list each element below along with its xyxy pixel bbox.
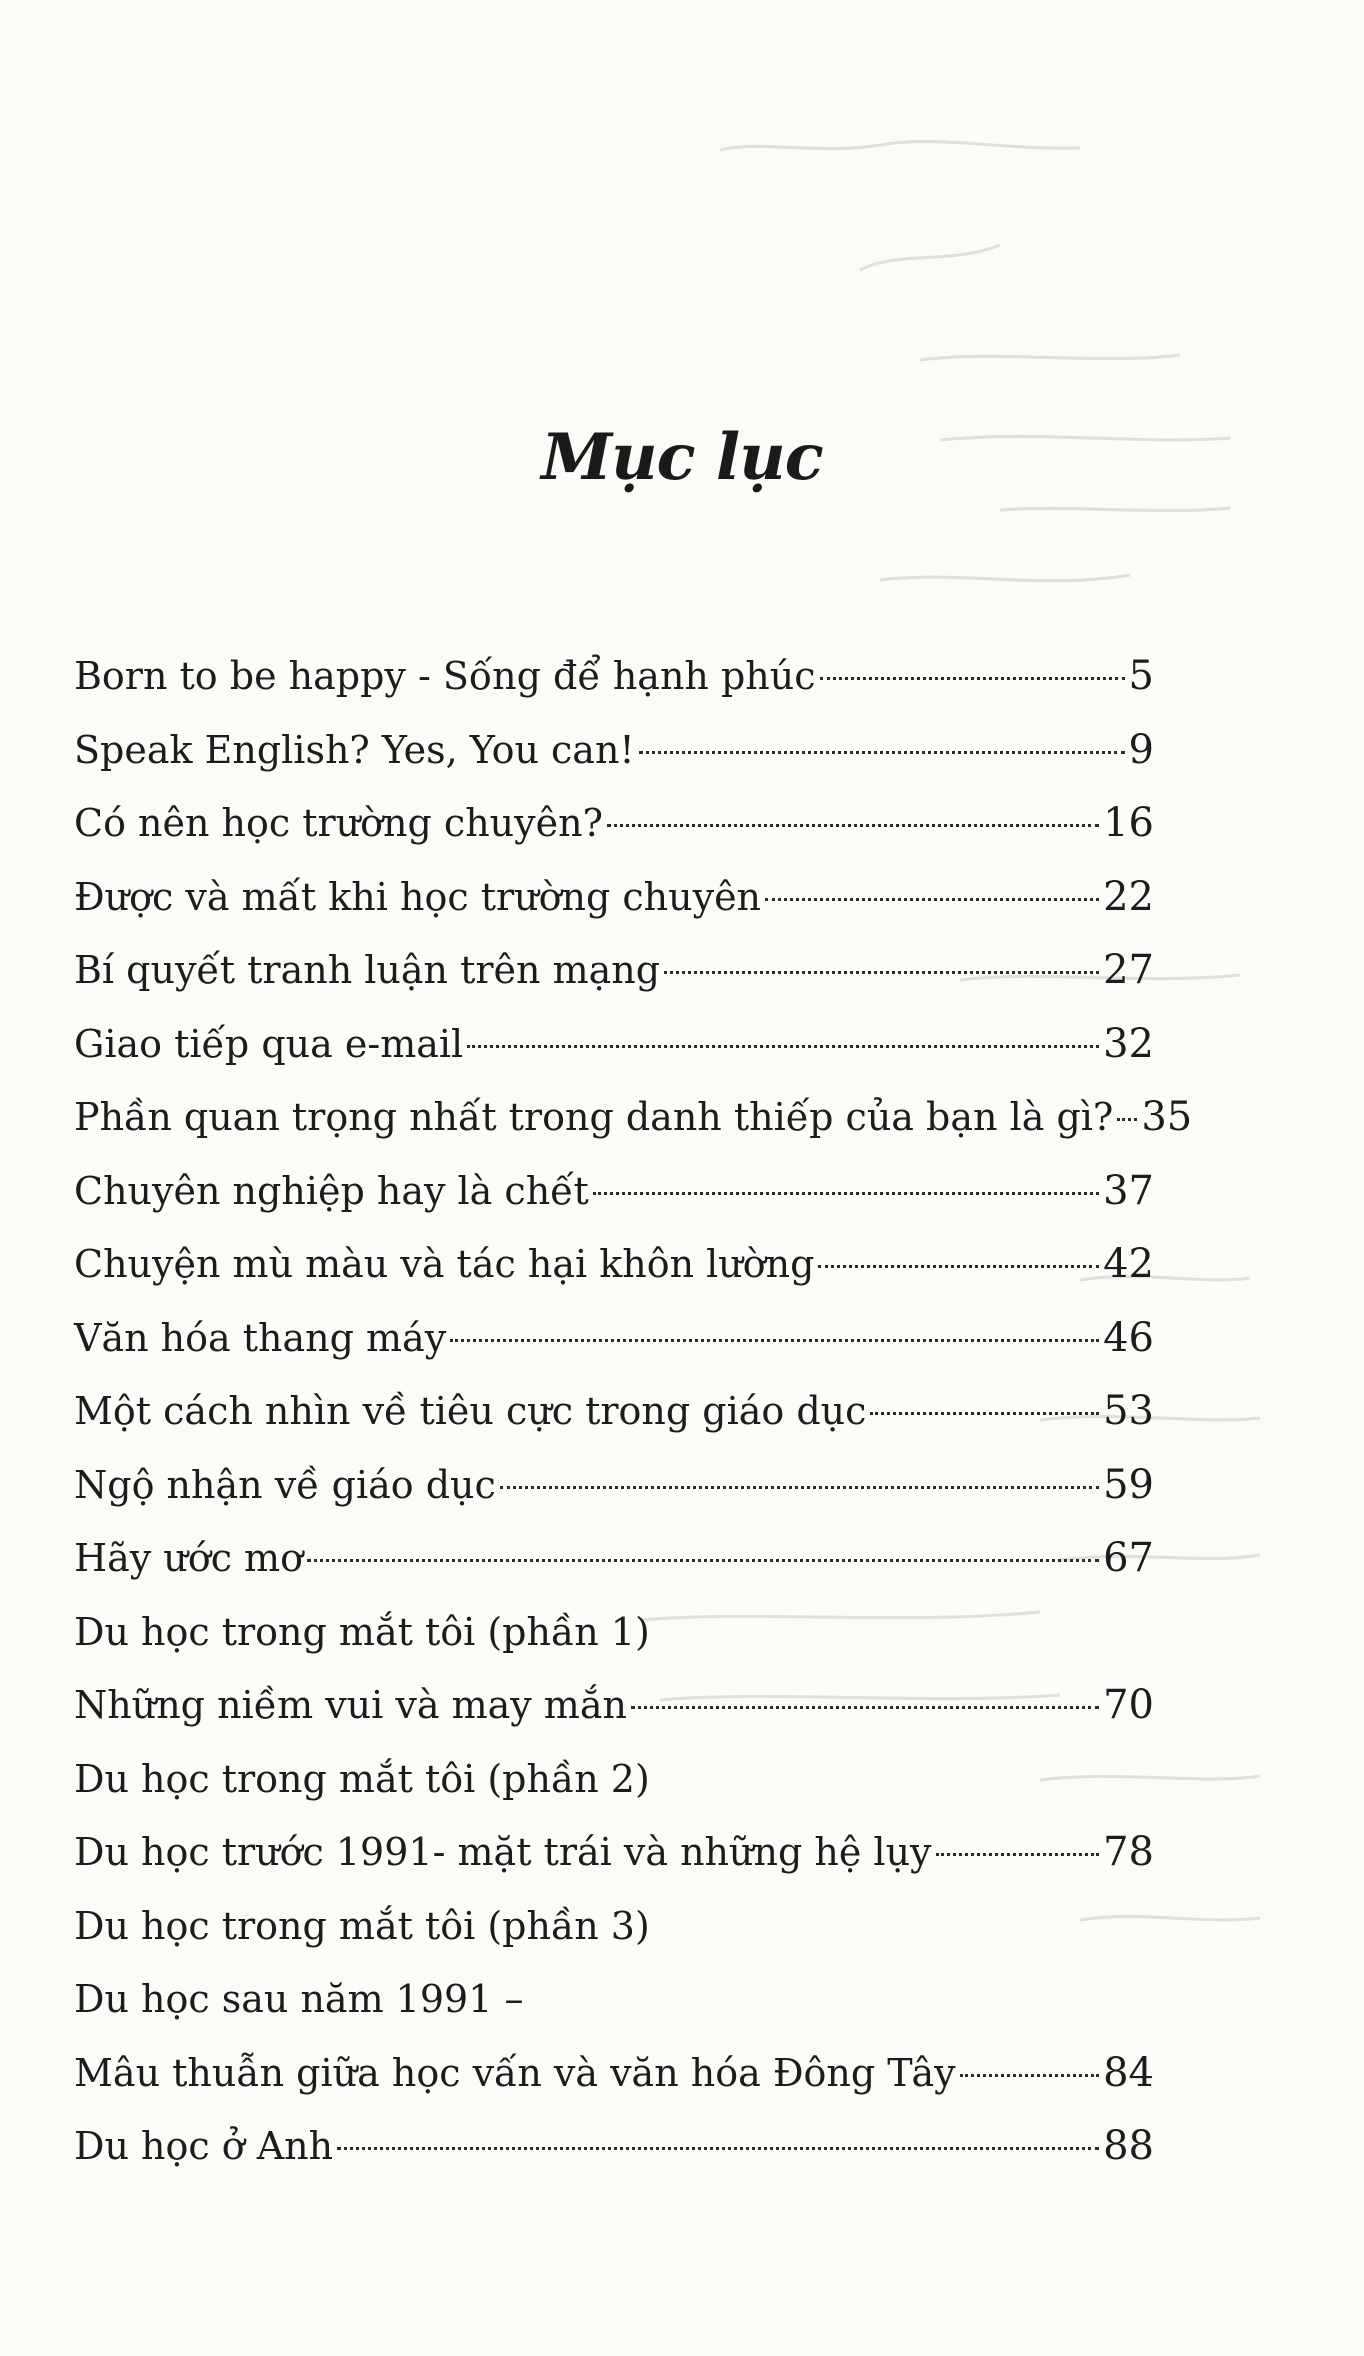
- toc-entry-title: Born to be happy - Sống để hạnh phúc: [74, 654, 816, 698]
- toc-entry-page: 53: [1103, 1388, 1154, 1434]
- toc-entry-page: 35: [1141, 1094, 1193, 1140]
- toc-entry[interactable]: [74, 934, 1154, 1008]
- dot-leader: [820, 677, 1125, 680]
- toc-entry-page: 16: [1103, 800, 1154, 846]
- dot-leader: [765, 898, 1099, 901]
- toc-entry[interactable]: [74, 1375, 1154, 1449]
- toc-entry-page: 37: [1103, 1167, 1154, 1214]
- toc-entry-title: Ngộ nhận về giáo dục: [74, 1462, 496, 1507]
- dot-leader: [1117, 1118, 1137, 1121]
- toc-entry[interactable]: [74, 2037, 1154, 2111]
- toc-entry-title: Speak English? Yes, You can!: [74, 727, 635, 772]
- toc-entry-title: Một cách nhìn về tiêu cực trong giáo dục: [74, 1389, 867, 1433]
- toc-entry[interactable]: [74, 1228, 1154, 1302]
- dot-leader: [593, 1192, 1099, 1195]
- toc-entry[interactable]: [74, 1522, 1154, 1596]
- toc-entry-page: 59: [1103, 1461, 1154, 1508]
- toc-entry-page: 42: [1103, 1241, 1154, 1287]
- toc-section-heading: [74, 1890, 1154, 1964]
- toc-entry-title: Du học trước 1991- mặt trái và những hệ lụy: [74, 1830, 932, 1874]
- toc-entry-page: 27: [1103, 947, 1154, 993]
- toc-entry-title: Hãy ước mơ: [74, 1536, 303, 1580]
- toc-entry-title: Bí quyết tranh luận trên mạng: [74, 948, 661, 992]
- page-title: Mục lục: [541, 420, 823, 495]
- toc-entry-page: 5: [1128, 653, 1154, 699]
- toc-entry-title: Mâu thuẫn giữa học vấn và văn hóa Đông Tây: [74, 2050, 956, 2095]
- toc-entry[interactable]: [74, 1449, 1154, 1523]
- toc-entry-title: Có nên học trường chuyên?: [74, 801, 603, 845]
- toc-entry[interactable]: [74, 1816, 1154, 1890]
- dot-leader: [818, 1265, 1099, 1268]
- toc-entry-title: Du học sau năm 1991 –: [74, 1977, 524, 2021]
- table-of-contents: [74, 640, 1193, 2184]
- toc-entry[interactable]: [74, 1081, 1193, 1155]
- toc-entry[interactable]: [74, 714, 1154, 788]
- toc-entry-title: Du học ở Anh: [74, 2124, 334, 2168]
- toc-entry-page: 78: [1103, 1829, 1154, 1875]
- dot-leader: [870, 1412, 1099, 1415]
- dot-leader: [960, 2074, 1099, 2077]
- toc-section-heading: [74, 1596, 1154, 1670]
- dot-leader: [631, 1706, 1099, 1709]
- toc-entry[interactable]: [74, 1008, 1154, 1082]
- toc-entry-page: 84: [1103, 2049, 1154, 2096]
- dot-leader: [936, 1853, 1100, 1856]
- toc-section-heading: [74, 1743, 1154, 1817]
- toc-entry-title: Du học trong mắt tôi (phần 1): [74, 1609, 650, 1654]
- dot-leader: [500, 1486, 1099, 1489]
- toc-entry[interactable]: [74, 1669, 1154, 1743]
- toc-entry[interactable]: [74, 1155, 1154, 1229]
- dot-leader: [337, 2147, 1099, 2150]
- toc-entry-title: Du học trong mắt tôi (phần 3): [74, 1903, 650, 1948]
- toc-entry-page: 88: [1103, 2123, 1154, 2169]
- toc-entry-title: Chuyên nghiệp hay là chết: [74, 1168, 589, 1213]
- dot-leader: [467, 1045, 1099, 1048]
- dot-leader: [664, 971, 1099, 974]
- toc-section-subheading: [74, 1963, 1154, 2037]
- toc-entry[interactable]: [74, 640, 1154, 714]
- toc-entry[interactable]: [74, 787, 1154, 861]
- toc-entry-page: 32: [1103, 1020, 1154, 1067]
- toc-entry-title: Du học trong mắt tôi (phần 2): [74, 1756, 650, 1801]
- toc-entry-title: Được và mất khi học trường chuyên: [74, 874, 762, 919]
- toc-entry-page: 9: [1128, 726, 1154, 773]
- toc-entry-title: Phần quan trọng nhất trong danh thiếp của bạn là gì?: [74, 1095, 1114, 1139]
- toc-entry-page: 46: [1103, 1314, 1154, 1361]
- toc-entry-page: 67: [1103, 1535, 1154, 1581]
- toc-entry[interactable]: [74, 1302, 1154, 1376]
- toc-entry-page: 70: [1103, 1682, 1154, 1728]
- toc-entry-title: Chuyện mù màu và tác hại khôn lường: [74, 1242, 815, 1286]
- dot-leader: [307, 1559, 1099, 1562]
- toc-entry-page: 22: [1103, 873, 1154, 920]
- dot-leader: [607, 824, 1099, 827]
- toc-entry-title: Giao tiếp qua e-mail: [74, 1021, 464, 1066]
- toc-entry-title: Văn hóa thang máy: [74, 1315, 447, 1360]
- toc-entry[interactable]: [74, 2110, 1154, 2184]
- toc-entry[interactable]: [74, 861, 1154, 935]
- dot-leader: [450, 1339, 1099, 1342]
- dot-leader: [639, 751, 1125, 754]
- toc-entry-title: Những niềm vui và may mắn: [74, 1683, 627, 1727]
